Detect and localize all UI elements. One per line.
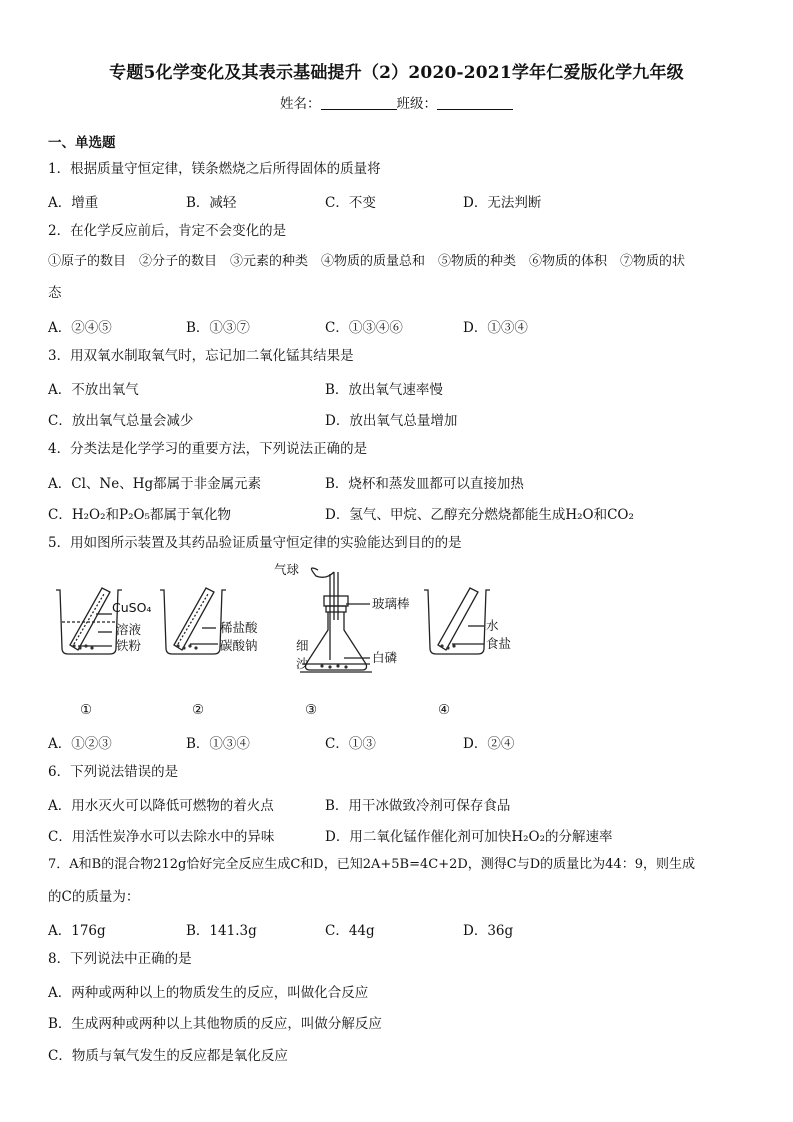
q2-option-b[interactable]: B．①③⑦: [186, 320, 250, 336]
q7-option-d[interactable]: D．36g: [463, 923, 514, 939]
q4-option-a[interactable]: A．Cl、Ne、Hg都属于非金属元素: [48, 476, 262, 492]
beaker-4: [424, 588, 490, 654]
q7-option-b[interactable]: B．141.3g: [186, 923, 257, 939]
student-info-line: [0, 92, 793, 112]
q8-option-c[interactable]: C．物质与氧气发生的反应都是氧化反应: [48, 1048, 288, 1064]
class-blank[interactable]: [437, 97, 513, 110]
beaker-2: [160, 588, 226, 654]
flask-3: [300, 568, 372, 672]
q5-option-a[interactable]: A．①②③: [48, 736, 112, 752]
name-label: 姓名：: [280, 96, 321, 112]
label-fine-sand-2: 沙: [296, 656, 309, 671]
figure-number-1: ①: [80, 702, 93, 718]
q6-option-c[interactable]: C．用活性炭净水可以去除水中的异味: [48, 829, 275, 845]
label-balloon: 气球: [274, 562, 300, 577]
figure-number-4: ④: [438, 702, 451, 718]
q7-option-a[interactable]: A．176g: [48, 923, 106, 939]
q1-option-a[interactable]: A．增重: [48, 195, 99, 211]
q6-option-a[interactable]: A．用水灭火可以降低可燃物的着火点: [48, 798, 274, 814]
label-solution: 溶液: [116, 622, 142, 637]
page-title: 专题5化学变化及其表示基础提升（2）2020-2021学年仁爱版化学九年级: [109, 63, 684, 83]
q1-option-d[interactable]: D．无法判断: [463, 195, 542, 211]
q5-option-b[interactable]: B．①③④: [186, 736, 250, 752]
q4-option-d[interactable]: D．氢气、甲烷、乙醇充分燃烧都能生成H₂O和CO₂: [325, 507, 634, 523]
section-heading: 一、单选题: [48, 135, 116, 151]
label-fine-sand-1: 细: [296, 638, 309, 653]
question-7-stem: 7．A和B的混合物212g恰好完全反应生成C和D，已知2A+5B=4C+2D，测得C与D的质量比为44：9，则生成: [48, 857, 695, 872]
label-dilute-hcl: 稀盐酸: [220, 620, 258, 635]
q1-option-c[interactable]: C．不变: [325, 195, 376, 211]
q1-option-b[interactable]: B．减轻: [186, 195, 237, 211]
question-8-stem: 8．下列说法中正确的是: [48, 951, 192, 967]
question-1-stem: 1．根据质量守恒定律，镁条燃烧之后所得固体的质量将: [48, 161, 381, 177]
name-blank[interactable]: [321, 97, 397, 110]
question-4-stem: 4．分类法是化学学习的重要方法，下列说法正确的是: [48, 441, 368, 457]
q7-option-c[interactable]: C．44g: [325, 923, 375, 939]
label-cuso4: CuSO₄: [112, 600, 152, 615]
q8-option-b[interactable]: B．生成两种或两种以上其他物质的反应，叫做分解反应: [48, 1016, 382, 1032]
question-2-items-cont: 态: [48, 285, 62, 301]
q6-option-d[interactable]: D．用二氧化锰作催化剂可加快H₂O₂的分解速率: [325, 829, 613, 845]
q4-option-c[interactable]: C．H₂O₂和P₂O₅都属于氧化物: [48, 507, 231, 523]
question-6-stem: 6．下列说法错误的是: [48, 764, 179, 780]
question-2-items: ①原子的数目 ②分子的数目 ③元素的种类 ④物质的质量总和 ⑤物质的种类 ⑥物质的体积 ⑦物质的状: [48, 254, 686, 269]
q2-option-a[interactable]: A．②④⑤: [48, 320, 112, 336]
q5-option-c[interactable]: C．①③: [325, 736, 376, 752]
q3-option-a[interactable]: A．不放出氧气: [48, 382, 139, 398]
q2-option-d[interactable]: D．①③④: [463, 320, 528, 336]
q4-option-b[interactable]: B．烧杯和蒸发皿都可以直接加热: [325, 476, 524, 492]
q3-option-d[interactable]: D．放出氧气总量增加: [325, 413, 458, 429]
q2-option-c[interactable]: C．①③④⑥: [325, 320, 403, 336]
question-3-stem: 3．用双氧水制取氧气时，忘记加二氧化锰其结果是: [48, 348, 354, 364]
class-label: 班级：: [396, 96, 437, 112]
q8-option-a[interactable]: A．两种或两种以上的物质发生的反应，叫做化合反应: [48, 985, 369, 1001]
label-sodium-carbonate: 碳酸钠: [220, 638, 258, 653]
apparatus-figure: [40, 560, 540, 690]
label-white-phosphorus: 白磷: [372, 650, 398, 665]
q6-option-b[interactable]: B．用干冰做致冷剂可保存食品: [325, 798, 511, 814]
figure-number-3: ③: [305, 702, 318, 718]
label-iron-powder: 铁粉: [116, 638, 142, 653]
q3-option-c[interactable]: C．放出氧气总量会减少: [48, 413, 194, 429]
question-5-stem: 5．用如图所示装置及其药品验证质量守恒定律的实验能达到目的的是: [48, 535, 462, 551]
q3-option-b[interactable]: B．放出氧气速率慢: [325, 382, 443, 398]
label-glass-rod: 玻璃棒: [372, 596, 410, 611]
label-salt: 食盐: [486, 636, 512, 651]
label-water: 水: [486, 618, 499, 633]
question-7-stem-cont: 的C的质量为：: [48, 889, 140, 905]
beaker-1: [56, 588, 122, 654]
figure-number-2: ②: [192, 702, 205, 718]
q5-option-d[interactable]: D．②④: [463, 736, 515, 752]
question-2-stem: 2．在化学反应前后，肯定不会变化的是: [48, 223, 287, 239]
